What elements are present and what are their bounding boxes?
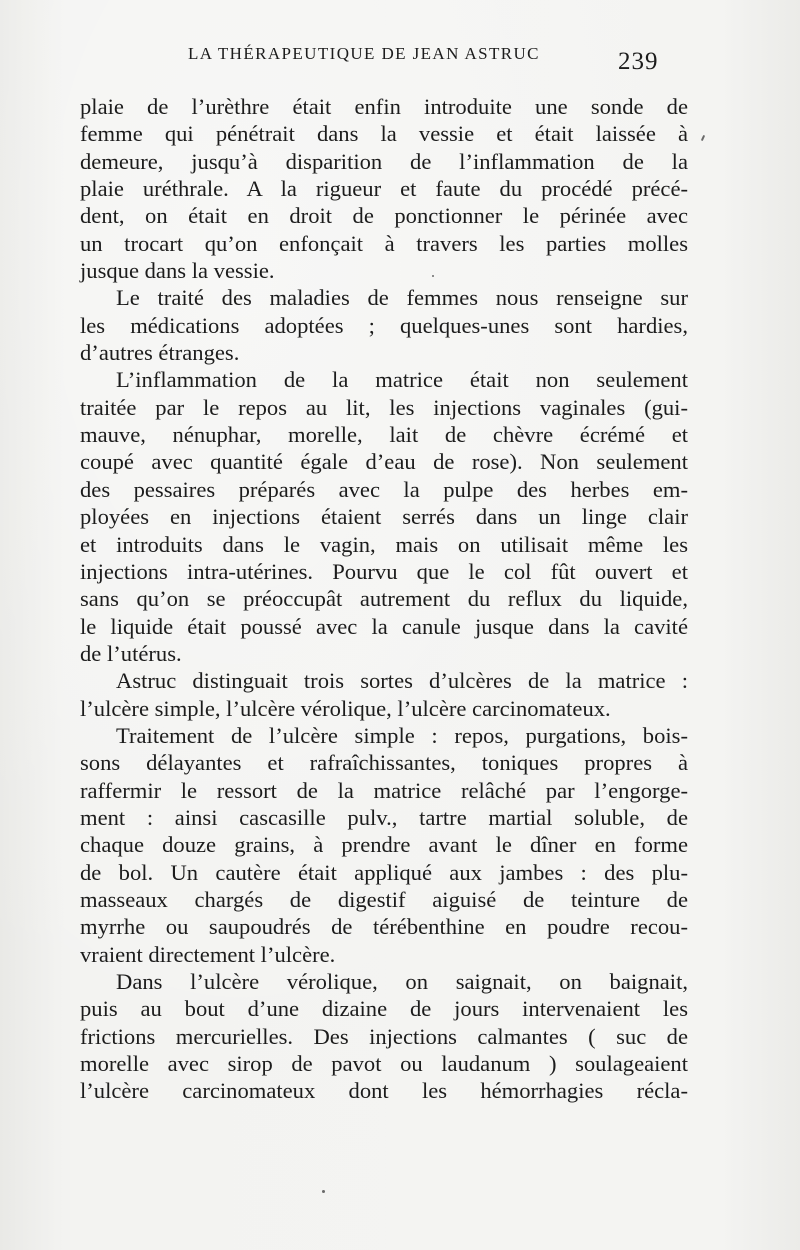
text-line: les médications adoptées ; quelques-unes sont hardies, bbox=[80, 312, 688, 338]
text-line: coupé avec quantité égale d’eau de rose). Non seulement bbox=[80, 449, 688, 475]
text-paragraphs bbox=[80, 93, 688, 1105]
text-line: d’autres étranges. bbox=[80, 340, 240, 366]
running-title: LA THÉRAPEUTIQUE DE JEAN ASTRUC bbox=[188, 44, 540, 63]
text-line: un trocart qu’on enfonçait à travers les parties molles bbox=[80, 230, 688, 256]
text-line: frictions mercurielles. Des injections calmantes ( suc de bbox=[80, 1023, 688, 1049]
text-line: demeure, jusqu’à disparition de l’inflammation de la bbox=[80, 148, 688, 174]
text-line: raffermir le ressort de la matrice relâché par l’engorge- bbox=[80, 777, 688, 803]
text-line: mauve, nénuphar, morelle, lait de chèvre écrémé et bbox=[80, 422, 688, 448]
text-line: myrrhe ou saupoudrés de térébenthine en poudre recou- bbox=[80, 914, 688, 940]
text-line: l’ulcère simple, l’ulcère vérolique, l’ulcère carcinomateux. bbox=[80, 695, 611, 721]
text-line: puis au bout d’une dizaine de jours intervenaient les bbox=[80, 996, 688, 1022]
text-line: ployées en injections étaient serrés dans un linge clair bbox=[80, 504, 688, 530]
text-line: des pessaires préparés avec la pulpe des herbes em- bbox=[80, 476, 688, 502]
text-line: chaque douze grains, à prendre avant le dîner en forme bbox=[80, 832, 688, 858]
text-line: sans qu’on se préoccupât autrement du reflux du liquide, bbox=[80, 586, 688, 612]
text-line: dent, on était en droit de ponctionner le périnée avec bbox=[80, 203, 688, 229]
text-line: sons délayantes et rafraîchissantes, toniques propres à bbox=[80, 750, 688, 776]
paper-speck bbox=[322, 1190, 325, 1193]
page-header bbox=[0, 44, 800, 74]
text-line: masseaux chargés de digestif aiguisé de teinture de bbox=[80, 886, 688, 912]
text-line: traitée par le repos au lit, les injections vaginales (gui- bbox=[80, 394, 688, 420]
text-line: Astruc distinguait trois sortes d’ulcères de la matrice : bbox=[116, 668, 688, 694]
paper-speck bbox=[701, 135, 705, 141]
text-line: femme qui pénétrait dans la vessie et était laissée à bbox=[80, 121, 688, 147]
text-line: de bol. Un cautère était appliqué aux jambes : des plu- bbox=[80, 859, 688, 885]
text-line: l’ulcère carcinomateux dont les hémorrhagies récla- bbox=[80, 1078, 688, 1104]
text-line: et introduits dans le vagin, mais on utilisait même les bbox=[80, 531, 688, 557]
text-line: le liquide était poussé avec la canule jusque dans la cavité bbox=[80, 613, 688, 639]
page-number: 239 bbox=[618, 48, 659, 75]
text-line: Le traité des maladies de femmes nous renseigne sur bbox=[116, 285, 688, 311]
text-line: plaie uréthrale. A la rigueur et faute du procédé précé- bbox=[80, 176, 688, 202]
text-line: jusque dans la vessie. bbox=[80, 258, 275, 284]
paper-speck bbox=[432, 275, 434, 277]
text-line: L’inflammation de la matrice était non seulement bbox=[116, 367, 688, 393]
text-line: Traitement de l’ulcère simple : repos, purgations, bois- bbox=[116, 722, 688, 748]
body-text bbox=[80, 93, 688, 1105]
text-line: plaie de l’urèthre était enfin introduite une sonde de bbox=[80, 94, 688, 119]
text-line: vraient directement l’ulcère. bbox=[80, 941, 336, 967]
text-line: Dans l’ulcère vérolique, on saignait, on baignait, bbox=[116, 969, 688, 994]
text-line: morelle avec sirop de pavot ou laudanum ) soulageaient bbox=[80, 1051, 688, 1077]
text-line: de l’utérus. bbox=[80, 640, 182, 666]
text-line: ment : ainsi cascasille pulv., tartre martial soluble, de bbox=[80, 804, 688, 830]
text-line: injections intra-utérines. Pourvu que le col fût ouvert et bbox=[80, 558, 688, 584]
